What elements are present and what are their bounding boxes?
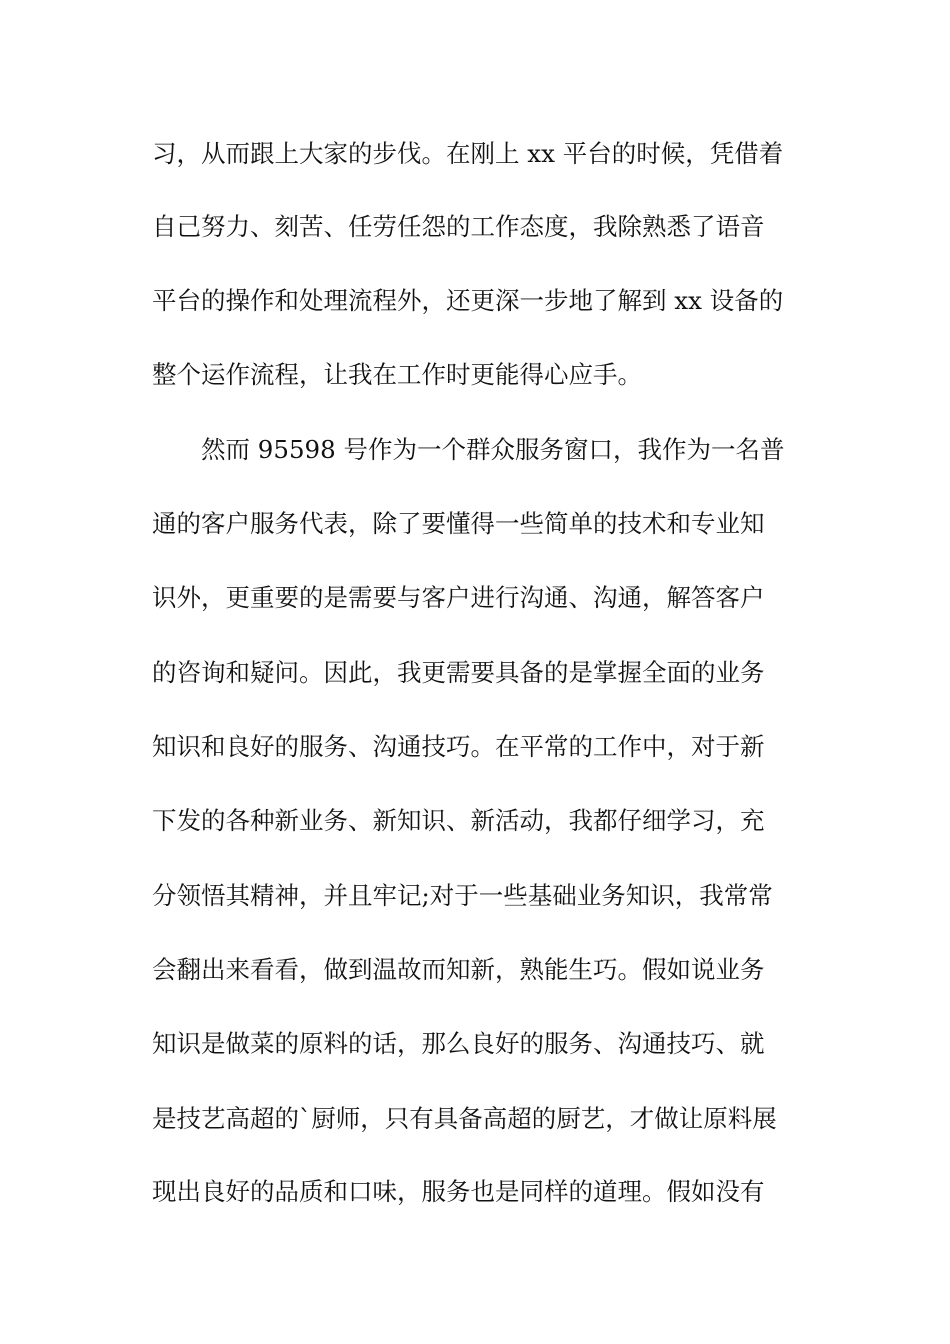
text-line: 现出良好的品质和口味，服务也是同样的道理。假如没有 bbox=[152, 1177, 765, 1206]
text-line: 然而 95598 号作为一个群众服务窗口，我作为一名普 bbox=[201, 435, 785, 464]
text-line: 平台的操作和处理流程外，还更深一步地了解到 xx 设备的 bbox=[152, 286, 784, 315]
text-line: 是技艺高超的`厨师，只有具备高超的厨艺，才做让原料展 bbox=[152, 1104, 777, 1133]
text-line: 识外，更重要的是需要与客户进行沟通、沟通，解答客户 bbox=[152, 583, 765, 612]
text-line: 会翻出来看看，做到温故而知新，熟能生巧。假如说业务 bbox=[152, 955, 765, 984]
text-line: 知识和良好的服务、沟通技巧。在平常的工作中，对于新 bbox=[152, 732, 765, 761]
text-line: 分领悟其精神，并且牢记;对于一些基础业务知识，我常常 bbox=[152, 881, 773, 910]
text-line: 习，从而跟上大家的步伐。在刚上 xx 平台的时候，凭借着 bbox=[152, 139, 784, 168]
text-line: 自己努力、刻苦、任劳任怨的工作态度，我除熟悉了语音 bbox=[152, 212, 765, 241]
text-line: 知识是做菜的原料的话，那么良好的服务、沟通技巧、就 bbox=[152, 1029, 765, 1058]
text-line: 下发的各种新业务、新知识、新活动，我都仔细学习，充 bbox=[152, 806, 765, 835]
text-line: 通的客户服务代表，除了要懂得一些简单的技术和专业知 bbox=[152, 509, 765, 538]
text-line: 的咨询和疑问。因此，我更需要具备的是掌握全面的业务 bbox=[152, 658, 765, 687]
text-line: 整个运作流程，让我在工作时更能得心应手。 bbox=[152, 360, 642, 389]
